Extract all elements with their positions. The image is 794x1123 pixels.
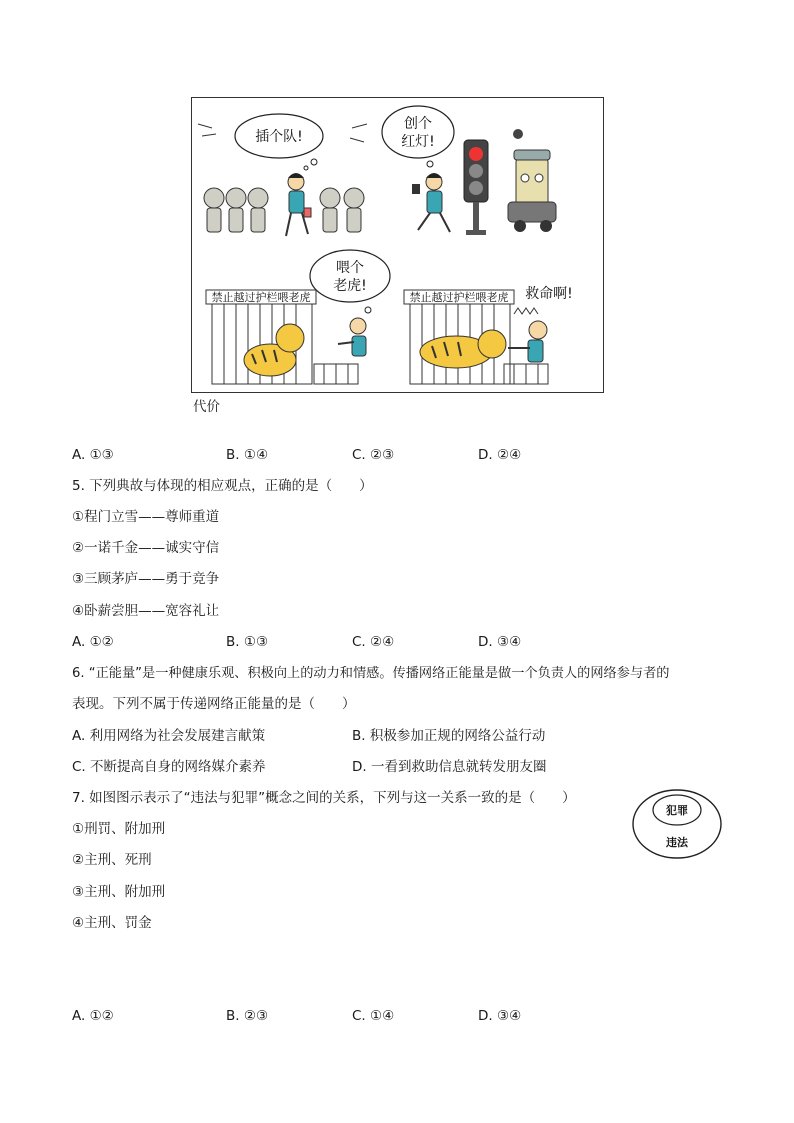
shout-help: 救命啊! — [525, 286, 573, 302]
q5-item-1: ①程门立雪——尊师重道 — [72, 509, 220, 525]
q5-option-b[interactable]: B. ①③ — [226, 634, 269, 650]
panel-red-light — [382, 106, 556, 235]
q5-option-d[interactable]: D. ③④ — [478, 634, 522, 650]
q7-option-c[interactable]: C. ①④ — [352, 1008, 395, 1024]
q6-stem-line2: 表现。下列不属于传递网络正能量的是（ ） — [72, 696, 356, 712]
bubble-queue: 插个队! — [255, 129, 303, 145]
cartoon-caption: 代价 — [193, 399, 220, 415]
q6-option-b[interactable]: B. 积极参加正规的网络公益行动 — [352, 728, 546, 744]
panel-feed-tiger — [206, 250, 390, 384]
q4-option-d[interactable]: D. ②④ — [478, 447, 522, 463]
q5-stem: 5. 下列典故与体现的相应观点，正确的是（ ） — [72, 478, 373, 494]
q7-item-4: ④主刑、罚金 — [72, 915, 152, 931]
sign-no-feeding-2: 禁止越过护栏喂老虎 — [409, 291, 509, 304]
bubble-tiger-2: 老虎! — [333, 278, 367, 294]
q4-option-b[interactable]: B. ①④ — [226, 447, 269, 463]
q7-option-b[interactable]: B. ②③ — [226, 1008, 269, 1024]
bubble-red-light-1: 创个 — [404, 116, 432, 132]
q6-option-d[interactable]: D. 一看到救助信息就转发朋友圈 — [352, 759, 547, 775]
q4-option-c[interactable]: C. ②③ — [352, 447, 395, 463]
q7-stem: 7. 如图图示表示了“违法与犯罪”概念之间的关系，下列与这一关系一致的是（ ） — [72, 790, 576, 806]
q5-option-c[interactable]: C. ②④ — [352, 634, 395, 650]
q5-item-3: ③三顾茅庐——勇于竞争 — [72, 571, 220, 587]
panel-queue-jump — [198, 114, 367, 236]
venn-inner-label: 犯罪 — [666, 804, 688, 817]
venn-outer-label: 违法 — [666, 836, 688, 849]
venn-diagram — [631, 788, 723, 860]
q7-option-a[interactable]: A. ①② — [72, 1008, 114, 1024]
q6-stem-line1: 6. “正能量”是一种健康乐观、积极向上的动力和情感。传播网络正能量是做一个负责人的网络参与者的 — [72, 666, 670, 681]
q5-item-4: ④卧薪尝胆——宽容礼让 — [72, 603, 220, 619]
q6-option-c[interactable]: C. 不断提高自身的网络媒介素养 — [72, 759, 266, 775]
q7-item-3: ③主刑、附加刑 — [72, 884, 166, 900]
q7-option-d[interactable]: D. ③④ — [478, 1008, 522, 1024]
q5-option-a[interactable]: A. ①② — [72, 634, 114, 650]
cartoon-illustration — [191, 97, 604, 393]
sign-no-feeding-1: 禁止越过护栏喂老虎 — [211, 291, 311, 304]
q7-item-2: ②主刑、死刑 — [72, 852, 152, 868]
q4-option-a[interactable]: A. ①③ — [72, 447, 114, 463]
q6-option-a[interactable]: A. 利用网络为社会发展建言献策 — [72, 728, 266, 744]
q7-item-1: ①刑罚、附加刑 — [72, 821, 166, 837]
q5-item-2: ②一诺千金——诚实守信 — [72, 540, 220, 556]
bubble-tiger-1: 喂个 — [336, 260, 364, 276]
panel-rescue — [404, 285, 573, 384]
bubble-red-light-2: 红灯! — [401, 134, 435, 150]
